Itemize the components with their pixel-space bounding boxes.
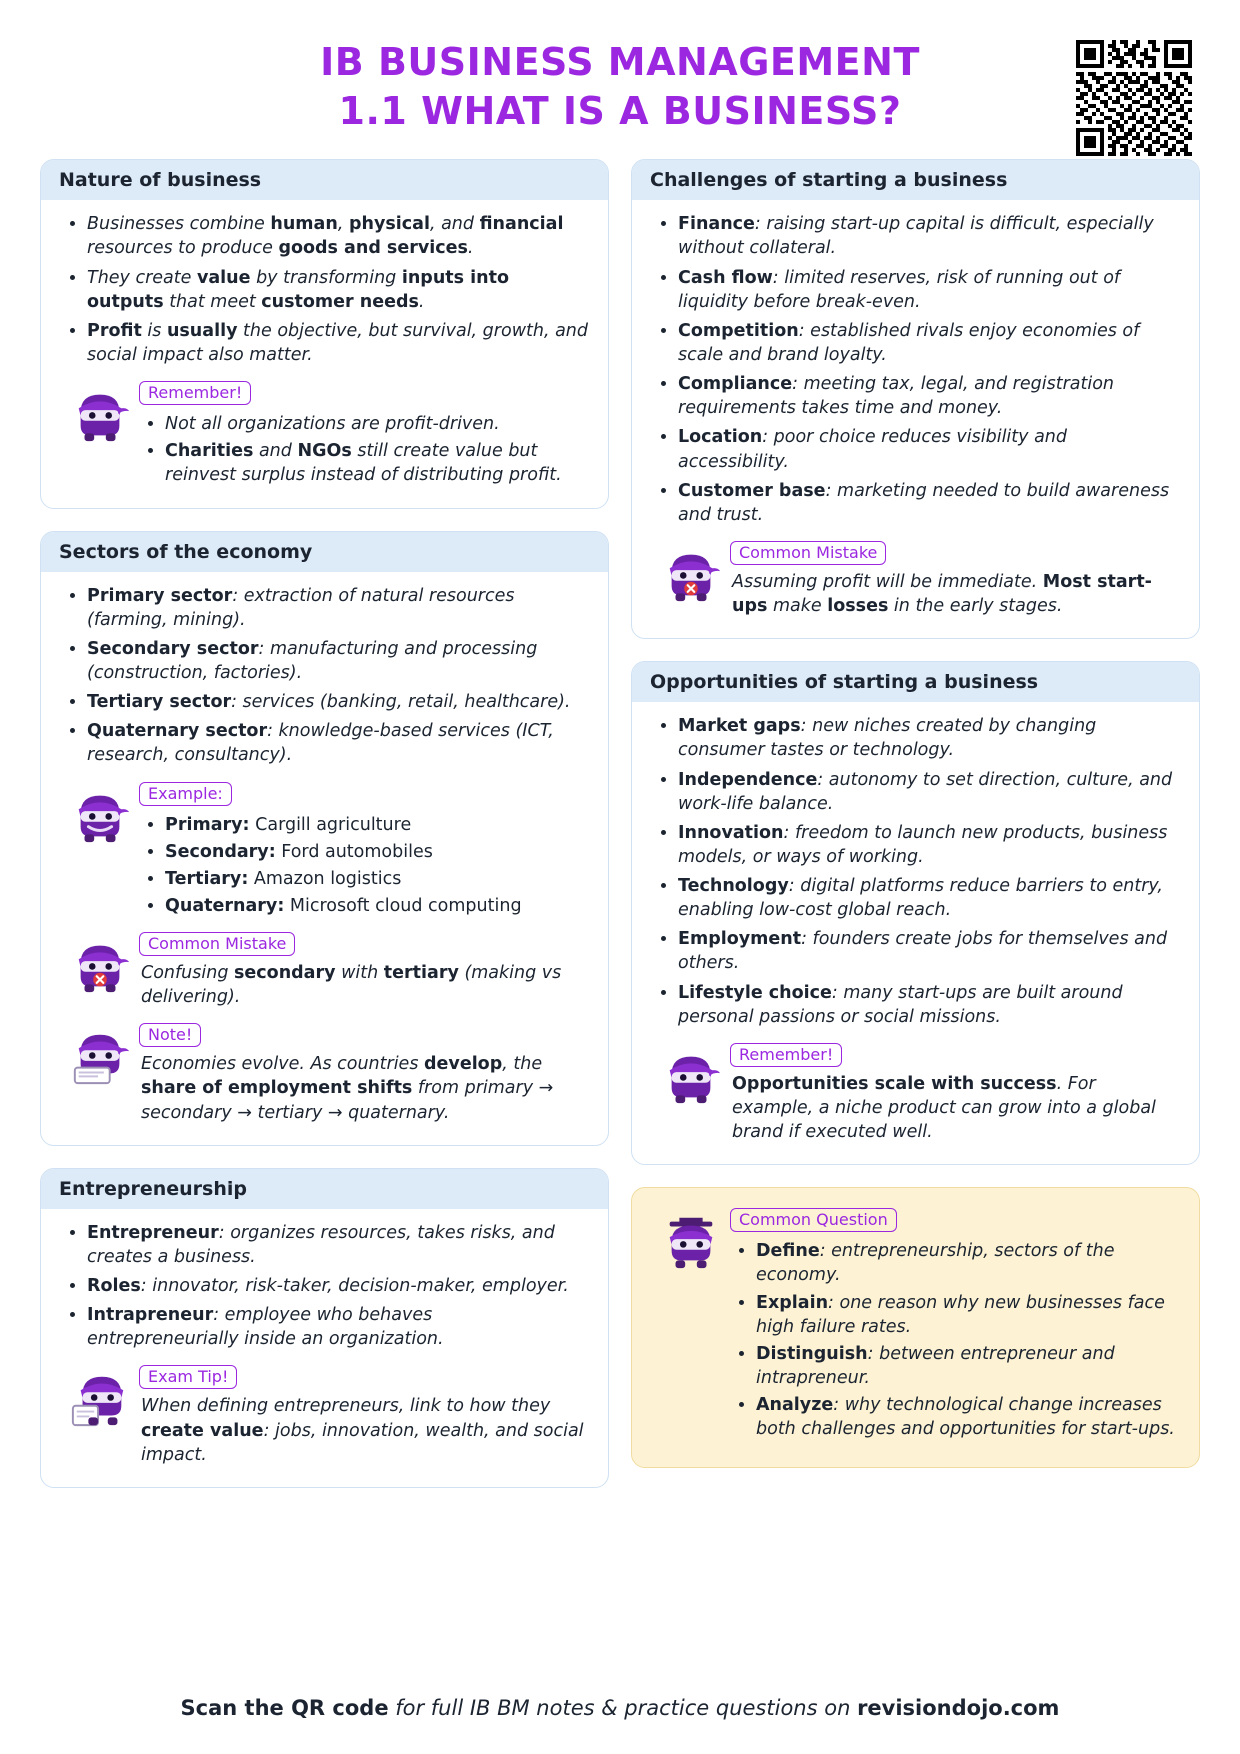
ninja-mistake-icon xyxy=(660,543,722,605)
callout-common-question xyxy=(652,1208,1179,1441)
card-sectors-of-the-economy xyxy=(40,531,609,1146)
list-item: • Intrapreneur: employee who behaves entrepreneurially inside an organization. xyxy=(87,1303,588,1351)
list-item: • Roles: innovator, risk-taker, decision-maker, employer. xyxy=(87,1274,588,1298)
card-body xyxy=(41,1209,608,1487)
card-body xyxy=(632,702,1199,1164)
callout-text: Assuming profit will be immediate. Most start-ups make losses in the early stages. xyxy=(732,571,1152,617)
list-item: • Analyze: why technological change increases both challenges and opportunities for start-ups. xyxy=(756,1393,1179,1441)
card-common-question xyxy=(631,1187,1200,1468)
qr-code-icon[interactable] xyxy=(1076,40,1192,156)
list-item: • Employment: founders create jobs for themselves and others. xyxy=(678,927,1179,975)
content-columns xyxy=(0,145,1240,1488)
left-column xyxy=(40,159,609,1488)
ninja-question-icon xyxy=(660,1210,722,1272)
list-item: • Customer base: marketing needed to build awareness and trust. xyxy=(678,479,1179,527)
card-body xyxy=(41,200,608,507)
callout-text: Economies evolve. As countries develop, the share of employment shifts from primary → secondary → tertiary → quaternary. xyxy=(141,1054,554,1123)
footer-site[interactable]: revisiondojo.com xyxy=(857,1696,1060,1720)
ninja-remember-icon xyxy=(660,1045,722,1107)
list-item: • Technology: digital platforms reduce barriers to entry, enabling low-cost global reach. xyxy=(678,874,1179,922)
list-item: • Finance: raising start-up capital is difficult, especially without collateral. xyxy=(678,212,1179,260)
callout-common-mistake xyxy=(652,541,1179,618)
bullet-list xyxy=(61,1221,588,1352)
list-item: • Innovation: freedom to launch new products, business models, or ways of working. xyxy=(678,821,1179,869)
callout-note xyxy=(61,1023,588,1124)
ninja-mistake-icon xyxy=(69,934,131,996)
right-column xyxy=(631,159,1200,1468)
list-item: • Location: poor choice reduces visibility and accessibility. xyxy=(678,425,1179,473)
ninja-note-icon xyxy=(69,1025,131,1087)
list-item: • Explain: one reason why new businesses face high failure rates. xyxy=(756,1291,1179,1339)
list-item: • Lifestyle choice: many start-ups are built around personal passions or social missions. xyxy=(678,981,1179,1029)
card-opportunities xyxy=(631,661,1200,1165)
list-item: • Tertiary: Amazon logistics xyxy=(165,867,588,891)
card-nature-of-business xyxy=(40,159,609,508)
callout-remember xyxy=(61,381,588,487)
list-item: • Primary sector: extraction of natural resources (farming, mining). xyxy=(87,584,588,632)
footer-text: for full IB BM notes & practice questions on xyxy=(388,1696,858,1720)
card-body xyxy=(632,200,1199,638)
card-body xyxy=(41,572,608,1145)
list-item: • Tertiary sector: services (banking, retail, healthcare). xyxy=(87,690,588,714)
card-title: Sectors of the economy xyxy=(41,532,608,572)
list-item: • Businesses combine human, physical, and financial resources to produce goods and services. xyxy=(87,212,588,260)
callout-list xyxy=(139,813,588,919)
title-line-2: 1.1 WHAT IS A BUSINESS? xyxy=(338,88,902,133)
title-line-1: IB BUSINESS MANAGEMENT xyxy=(320,40,920,84)
callout-text: Opportunities scale with success. For example, a niche product can grow into a global brand if executed well. xyxy=(732,1073,1156,1143)
callout-remember xyxy=(652,1043,1179,1144)
list-item: • They create value by transforming inputs into outputs that meet customer needs. xyxy=(87,266,588,314)
list-item: • Define: entrepreneurship, sectors of the economy. xyxy=(756,1239,1179,1287)
bullet-list xyxy=(61,584,588,768)
callout-exam-tip xyxy=(61,1365,588,1466)
card-entrepreneurship xyxy=(40,1168,609,1488)
ninja-example-icon xyxy=(69,784,131,846)
bullet-list xyxy=(652,714,1179,1029)
callout-label: Note! xyxy=(139,1023,201,1047)
list-item: • Entrepreneur: organizes resources, takes risks, and creates a business. xyxy=(87,1221,588,1269)
ninja-remember-icon xyxy=(69,383,131,445)
callout-text: Confusing secondary with tertiary (making vs delivering). xyxy=(141,963,562,1008)
callout-label: Exam Tip! xyxy=(139,1365,237,1389)
card-title: Challenges of starting a business xyxy=(632,160,1199,200)
page-title xyxy=(170,38,1070,135)
list-item: • Secondary sector: manufacturing and processing (construction, factories). xyxy=(87,637,588,685)
list-item: • Independence: autonomy to set direction, culture, and work-life balance. xyxy=(678,768,1179,816)
list-item: • Profit is usually the objective, but survival, growth, and social impact also matter. xyxy=(87,319,588,367)
list-item: • Distinguish: between entrepreneur and intrapreneur. xyxy=(756,1342,1179,1390)
footer xyxy=(0,1696,1240,1720)
callout-label: Remember! xyxy=(730,1043,842,1067)
page-header xyxy=(0,0,1240,145)
list-item: • Quaternary sector: knowledge-based services (ICT, research, consultancy). xyxy=(87,719,588,767)
callout-common-mistake xyxy=(61,932,588,1009)
callout-label: Common Mistake xyxy=(730,541,886,565)
callout-label: Remember! xyxy=(139,381,251,405)
callout-text: When defining entrepreneurs, link to how they create value: jobs, innovation, wealth, and social impact. xyxy=(141,1396,584,1465)
bullet-list xyxy=(61,212,588,367)
list-item: • Competition: established rivals enjoy economies of scale and brand loyalty. xyxy=(678,319,1179,367)
list-item: • Compliance: meeting tax, legal, and registration requirements takes time and money. xyxy=(678,372,1179,420)
callout-label: Common Question xyxy=(730,1208,897,1232)
list-item: • Cash flow: limited reserves, risk of running out of liquidity before break-even. xyxy=(678,266,1179,314)
list-item: • Not all organizations are profit-driven. xyxy=(165,412,588,436)
list-item: • Quaternary: Microsoft cloud computing xyxy=(165,894,588,918)
card-challenges xyxy=(631,159,1200,639)
card-title: Opportunities of starting a business xyxy=(632,662,1199,702)
list-item: • Charities and NGOs still create value but reinvest surplus instead of distributing profit. xyxy=(165,439,588,487)
callout-label: Example: xyxy=(139,782,232,806)
callout-list xyxy=(730,1239,1179,1441)
callout-list xyxy=(139,412,588,487)
footer-cta: Scan the QR code xyxy=(180,1696,389,1720)
callout-example xyxy=(61,782,588,919)
list-item: • Market gaps: new niches created by changing consumer tastes or technology. xyxy=(678,714,1179,762)
card-title: Entrepreneurship xyxy=(41,1169,608,1209)
bullet-list xyxy=(652,212,1179,527)
callout-label: Common Mistake xyxy=(139,932,295,956)
ninja-exam-tip-icon xyxy=(69,1367,131,1429)
card-title: Nature of business xyxy=(41,160,608,200)
list-item: • Primary: Cargill agriculture xyxy=(165,813,588,837)
list-item: • Secondary: Ford automobiles xyxy=(165,840,588,864)
